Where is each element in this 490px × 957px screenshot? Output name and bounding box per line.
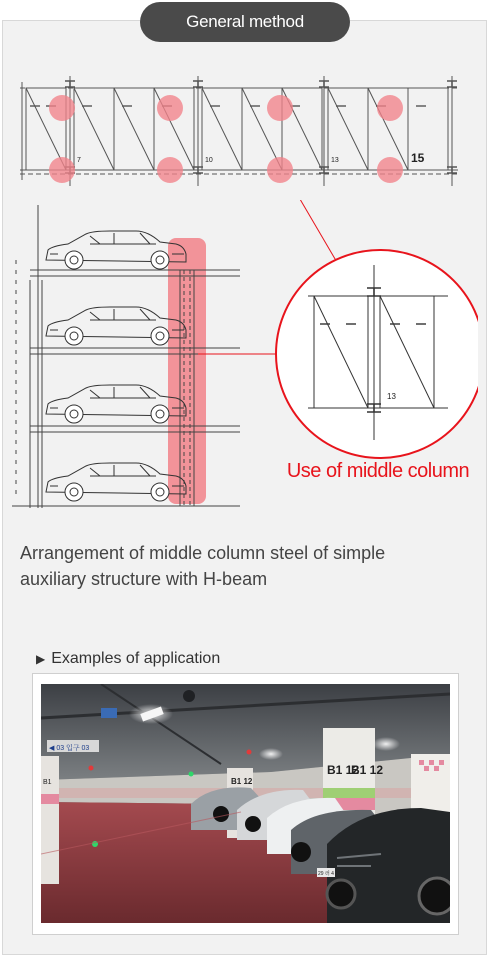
bay-number-13: 13 <box>331 157 339 164</box>
bay-number-15: 15 <box>411 151 425 165</box>
examples-title-text: Examples of application <box>51 650 221 667</box>
middle-column-label: Use of middle column <box>286 460 470 482</box>
badge-label: General method <box>186 12 304 31</box>
magnified-detail-circle <box>276 250 478 458</box>
parking-garage-photo <box>41 684 450 923</box>
examples-heading <box>36 650 220 668</box>
caption-line-1: Arrangement of middle column steel of simple <box>20 543 386 563</box>
exit-sign-text: ◀ 03 입구 03 <box>49 745 90 752</box>
plan-view-drawing <box>18 72 460 192</box>
pillar-label-mid: B1 12 <box>231 777 253 786</box>
bay-number-7: 7 <box>77 157 81 164</box>
detail-column-number: 13 <box>387 392 396 401</box>
triangle-bullet-icon: ▶ <box>36 652 46 666</box>
pillar-label-right-b: B1 12 <box>351 763 384 777</box>
bay-number-10: 10 <box>205 157 213 164</box>
caption-line-2: auxiliary structure with H-beam <box>20 569 268 589</box>
pillar-label-left: B1 <box>43 779 52 786</box>
application-photo-frame <box>32 673 459 935</box>
general-method-badge <box>140 2 350 42</box>
license-plate-text: 29 러 4 <box>318 871 334 877</box>
diagram-caption <box>20 540 460 592</box>
pillar-label-right-a: B1 12 <box>327 763 360 777</box>
middle-column-highlight <box>168 238 206 504</box>
